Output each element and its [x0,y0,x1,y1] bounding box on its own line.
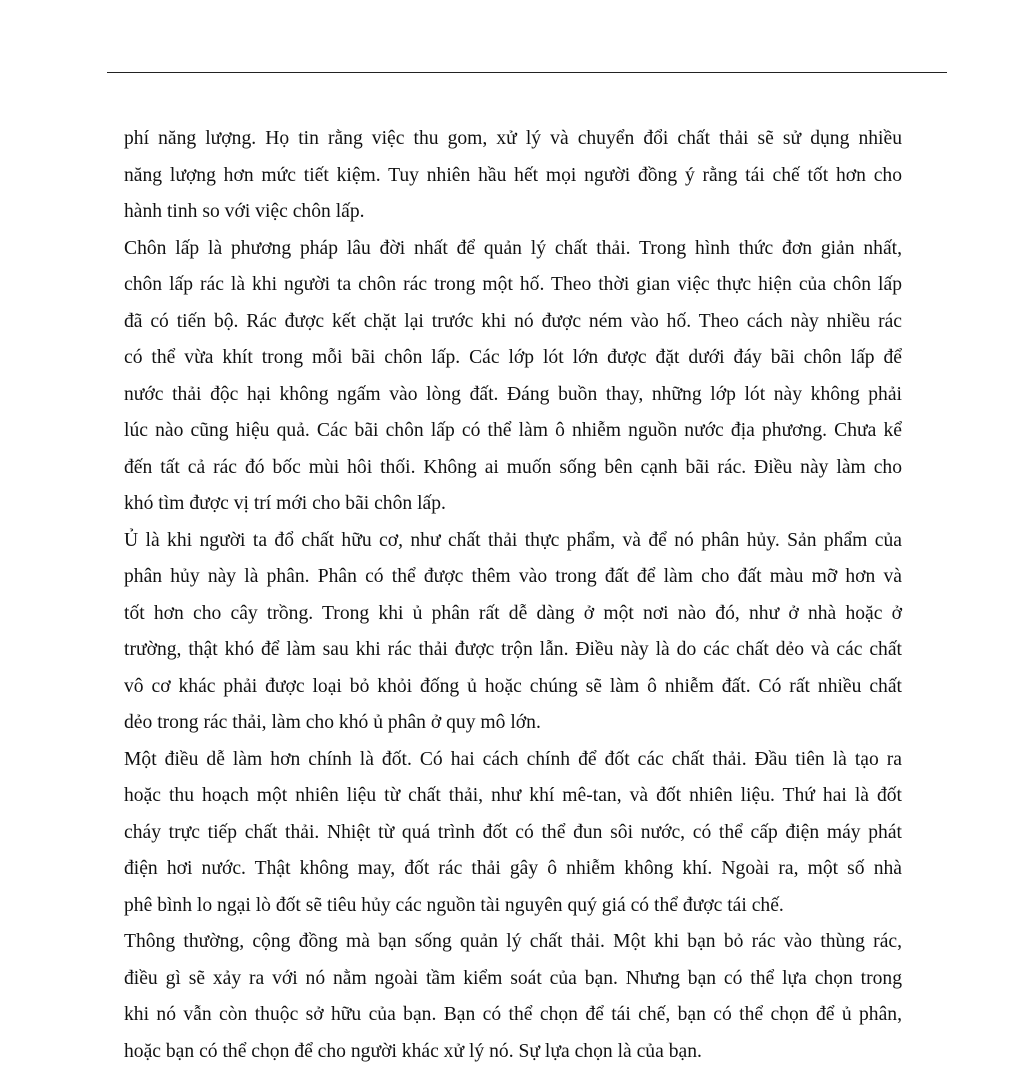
text-line: khó tìm được vị trí mới cho bãi chôn lấp. [124,493,446,514]
text-line: Chôn lấp là phương pháp lâu đời nhất để quản lý chất thải. Trong hình thức đơn giản nhất, [124,237,902,259]
text-line: vô cơ khác phải được loại bỏ khỏi đống ủ hoặc chúng sẽ làm ô nhiễm đất. Có rất nhiều chất [124,675,902,697]
paragraph [124,924,902,1070]
body-text [124,121,902,1070]
text-line: điện hơi nước. Thật không may, đốt rác thải gây ô nhiễm không khí. Ngoài ra, một số nhà [124,858,902,879]
paragraph [124,121,902,231]
text-line: cháy trực tiếp chất thải. Nhiệt từ quá trình đốt có thể đun sôi nước, có thể cấp điện máy phát [124,821,902,843]
paragraph [124,231,902,523]
text-line: Ủ là khi người ta đổ chất hữu cơ, như chất thải thực phẩm, và để nó phân hủy. Sản phẩm của [124,529,902,551]
text-line: hoặc bạn có thể chọn để cho người khác xử lý nó. Sự lựa chọn là của bạn. [124,1040,702,1062]
text-line: khi nó vẫn còn thuộc sở hữu của bạn. Bạn có thể chọn để tái chế, bạn có thể chọn để ủ phân, [124,1004,902,1025]
header-rule [107,72,947,73]
text-line: đến tất cả rác đó bốc mùi hôi thối. Không ai muốn sống bên cạnh bãi rác. Điều này làm cho [124,456,902,478]
text-line: phí năng lượng. Họ tin rằng việc thu gom, xử lý và chuyển đổi chất thải sẽ sử dụng nhiều [124,128,902,149]
text-line: Một điều dễ làm hơn chính là đốt. Có hai cách chính để đốt các chất thải. Đầu tiên là tạo ra [124,748,902,770]
text-line: lúc nào cũng hiệu quả. Các bãi chôn lấp có thể làm ô nhiễm nguồn nước địa phương. Chưa kể [124,420,902,441]
text-line: năng lượng hơn mức tiết kiệm. Tuy nhiên hầu hết mọi người đồng ý rằng tái chế tốt hơn cho [124,164,902,186]
text-line: nước thải độc hại không ngấm vào lòng đất. Đáng buồn thay, những lớp lót này không phải [124,383,902,405]
text-line: hoặc thu hoạch một nhiên liệu từ chất thải, như khí mê-tan, và đốt nhiên liệu. Thứ hai là đốt [124,785,902,806]
text-line: phê bình lo ngại lò đốt sẽ tiêu hủy các nguồn tài nguyên quý giá có thể được tái chế. [124,894,784,916]
text-line: phân hủy này là phân. Phân có thể được thêm vào trong đất để làm cho đất màu mỡ hơn và [124,566,902,587]
text-line: điều gì sẽ xảy ra với nó nằm ngoài tầm kiểm soát của bạn. Nhưng bạn có thể lựa chọn trong [124,967,902,989]
text-line: hành tinh so với việc chôn lấp. [124,201,365,222]
text-line: có thể vừa khít trong mỗi bãi chôn lấp. Các lớp lót lớn được đặt dưới đáy bãi chôn lấp để [124,347,902,368]
text-line: trường, thật khó để làm sau khi rác thải được trộn lẫn. Điều này là do các chất dẻo và các chất [124,639,902,660]
paragraph [124,742,902,925]
text-line: Thông thường, cộng đồng mà bạn sống quản lý chất thải. Một khi bạn bỏ rác vào thùng rác, [124,931,902,952]
paragraph [124,523,902,742]
text-line: đã có tiến bộ. Rác được kết chặt lại trước khi nó được ném vào hố. Theo cách này nhiều rác [124,310,902,332]
text-line: dẻo trong rác thải, làm cho khó ủ phân ở quy mô lớn. [124,712,541,733]
text-line: chôn lấp rác là khi người ta chôn rác trong một hố. Theo thời gian việc thực hiện của chôn lấp [124,274,902,295]
text-line: tốt hơn cho cây trồng. Trong khi ủ phân rất dễ dàng ở một nơi nào đó, như ở nhà hoặc ở [124,602,902,624]
